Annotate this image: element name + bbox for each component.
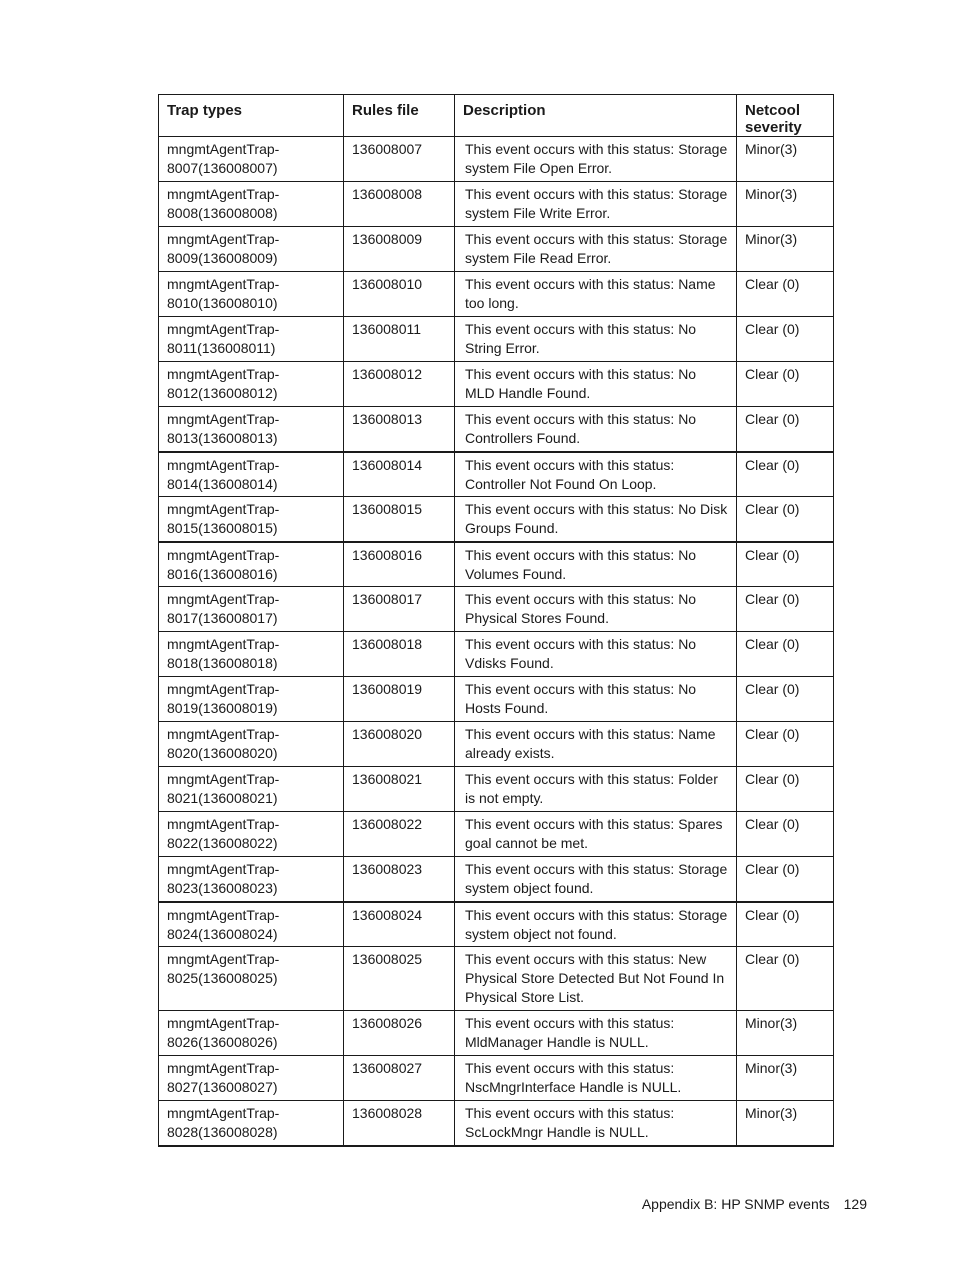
rules-file-cell: 136008022	[344, 812, 455, 857]
trap-type-cell	[159, 632, 344, 677]
rules-file-cell: 136008019	[344, 677, 455, 722]
trap-type-cell	[159, 857, 344, 902]
rules-file-cell: 136008012	[344, 362, 455, 407]
trap-type-id: 8024(136008024)	[167, 925, 278, 942]
table-row	[159, 722, 834, 767]
table-row	[159, 137, 834, 182]
trap-type-prefix: mngmtAgentTrap-	[167, 816, 280, 832]
trap-type-prefix: mngmtAgentTrap-	[167, 951, 280, 967]
description-cell: This event occurs with this status: Storage system object not found.	[455, 902, 737, 947]
trap-type-id: 8022(136008022)	[167, 835, 278, 851]
description-cell: This event occurs with this status: NscMngrInterface Handle is NULL.	[455, 1056, 737, 1101]
trap-type-cell	[159, 812, 344, 857]
severity-cell: Clear (0)	[737, 362, 834, 407]
severity-cell: Clear (0)	[737, 632, 834, 677]
table-row	[159, 407, 834, 452]
description-cell: This event occurs with this status: MldManager Handle is NULL.	[455, 1011, 737, 1056]
trap-type-id: 8011(136008011)	[167, 340, 276, 356]
description-cell: This event occurs with this status: No Vdisks Found.	[455, 632, 737, 677]
snmp-events-table	[158, 94, 834, 1147]
table-row	[159, 1011, 834, 1056]
description-cell: This event occurs with this status: Controller Not Found On Loop.	[455, 452, 737, 497]
page-footer	[642, 1195, 867, 1213]
rules-file-cell: 136008007	[344, 137, 455, 182]
description-cell: This event occurs with this status: No Disk Groups Found.	[455, 497, 737, 542]
description-cell: This event occurs with this status: No Volumes Found.	[455, 542, 737, 587]
severity-cell: Clear (0)	[737, 767, 834, 812]
trap-type-cell	[159, 227, 344, 272]
trap-type-prefix: mngmtAgentTrap-	[167, 771, 280, 787]
rules-file-cell: 136008026	[344, 1011, 455, 1056]
trap-type-id: 8021(136008021)	[167, 790, 278, 806]
description-cell: This event occurs with this status: Storage system File Read Error.	[455, 227, 737, 272]
rules-file-cell: 136008015	[344, 497, 455, 542]
table-row	[159, 632, 834, 677]
trap-type-id: 8013(136008013)	[167, 430, 278, 446]
page-number: 129	[843, 1196, 867, 1212]
trap-type-cell	[159, 497, 344, 542]
trap-type-prefix: mngmtAgentTrap-	[167, 681, 280, 697]
trap-type-prefix: mngmtAgentTrap-	[167, 1060, 280, 1076]
severity-cell: Clear (0)	[737, 407, 834, 452]
trap-type-cell	[159, 587, 344, 632]
trap-type-cell	[159, 182, 344, 227]
description-cell: This event occurs with this status: ScLockMngr Handle is NULL.	[455, 1101, 737, 1146]
table-row	[159, 947, 834, 1011]
description-cell: This event occurs with this status: No Physical Stores Found.	[455, 587, 737, 632]
table-row	[159, 1101, 834, 1146]
trap-type-cell	[159, 722, 344, 767]
trap-type-prefix: mngmtAgentTrap-	[167, 861, 280, 877]
rules-file-cell: 136008027	[344, 1056, 455, 1101]
severity-cell: Clear (0)	[737, 272, 834, 317]
trap-type-id: 8025(136008025)	[167, 970, 278, 986]
trap-type-cell	[159, 542, 344, 587]
severity-cell: Minor(3)	[737, 1056, 834, 1101]
trap-type-prefix: mngmtAgentTrap-	[167, 906, 280, 923]
severity-cell: Clear (0)	[737, 497, 834, 542]
rules-file-cell: 136008024	[344, 902, 455, 947]
trap-type-prefix: mngmtAgentTrap-	[167, 186, 280, 202]
trap-type-prefix: mngmtAgentTrap-	[167, 1105, 280, 1121]
trap-type-prefix: mngmtAgentTrap-	[167, 726, 280, 742]
trap-type-id: 8019(136008019)	[167, 700, 278, 716]
rules-file-cell: 136008011	[344, 317, 455, 362]
trap-type-prefix: mngmtAgentTrap-	[167, 456, 280, 473]
footer-section-title: Appendix B: HP SNMP events	[641, 1196, 830, 1212]
severity-cell: Clear (0)	[737, 587, 834, 632]
rules-file-cell: 136008016	[344, 542, 455, 587]
trap-type-prefix: mngmtAgentTrap-	[167, 141, 280, 157]
trap-type-cell	[159, 362, 344, 407]
trap-type-cell	[159, 1011, 344, 1056]
header-severity-line1: Netcool	[745, 102, 801, 119]
description-cell: This event occurs with this status: No String Error.	[455, 317, 737, 362]
table-row	[159, 902, 834, 947]
rules-file-cell: 136008025	[344, 947, 455, 1011]
table-row	[159, 677, 834, 722]
trap-type-cell	[159, 767, 344, 812]
rules-file-cell: 136008018	[344, 632, 455, 677]
description-cell: This event occurs with this status: No Controllers Found.	[455, 407, 737, 452]
trap-type-cell	[159, 272, 344, 317]
table-row	[159, 587, 834, 632]
trap-type-id: 8027(136008027)	[167, 1079, 278, 1095]
table-row	[159, 317, 834, 362]
trap-type-prefix: mngmtAgentTrap-	[167, 546, 280, 563]
rules-file-cell: 136008028	[344, 1101, 455, 1146]
rules-file-cell: 136008014	[344, 452, 455, 497]
severity-cell: Clear (0)	[737, 452, 834, 497]
trap-type-prefix: mngmtAgentTrap-	[167, 636, 280, 652]
severity-cell: Clear (0)	[737, 317, 834, 362]
description-cell: This event occurs with this status: Spares goal cannot be met.	[455, 812, 737, 857]
header-netcool-severity	[737, 95, 834, 137]
trap-type-id: 8010(136008010)	[167, 295, 278, 311]
trap-type-prefix: mngmtAgentTrap-	[167, 231, 280, 247]
table-row	[159, 227, 834, 272]
severity-cell: Clear (0)	[737, 812, 834, 857]
trap-type-id: 8020(136008020)	[167, 745, 278, 761]
rules-file-cell: 136008009	[344, 227, 455, 272]
description-cell: This event occurs with this status: No Hosts Found.	[455, 677, 737, 722]
rules-file-cell: 136008017	[344, 587, 455, 632]
trap-type-id: 8007(136008007)	[167, 160, 278, 176]
table-header-row	[159, 95, 834, 137]
trap-type-id: 8008(136008008)	[167, 205, 278, 221]
trap-type-cell	[159, 1056, 344, 1101]
table-row	[159, 497, 834, 542]
table-row	[159, 362, 834, 407]
trap-type-id: 8016(136008016)	[167, 565, 278, 582]
description-cell: This event occurs with this status: Folder is not empty.	[455, 767, 737, 812]
trap-type-id: 8012(136008012)	[167, 385, 278, 401]
trap-type-cell	[159, 677, 344, 722]
description-cell: This event occurs with this status: Storage system object found.	[455, 857, 737, 902]
header-severity-line2: severity	[745, 119, 802, 136]
rules-file-cell: 136008021	[344, 767, 455, 812]
severity-cell: Minor(3)	[737, 137, 834, 182]
trap-type-cell	[159, 317, 344, 362]
table-row	[159, 182, 834, 227]
table-row	[159, 812, 834, 857]
table-row	[159, 857, 834, 902]
table-row	[159, 452, 834, 497]
rules-file-cell: 136008013	[344, 407, 455, 452]
rules-file-cell: 136008023	[344, 857, 455, 902]
trap-type-id: 8017(136008017)	[167, 610, 278, 626]
description-cell: This event occurs with this status: Name already exists.	[455, 722, 737, 767]
trap-type-cell	[159, 1101, 344, 1146]
trap-type-id: 8023(136008023)	[167, 880, 278, 896]
trap-type-id: 8014(136008014)	[167, 475, 278, 492]
trap-type-prefix: mngmtAgentTrap-	[167, 276, 280, 292]
rules-file-cell: 136008010	[344, 272, 455, 317]
trap-type-prefix: mngmtAgentTrap-	[167, 366, 280, 382]
trap-type-prefix: mngmtAgentTrap-	[167, 321, 280, 337]
severity-cell: Minor(3)	[737, 182, 834, 227]
header-rules-file: Rules file	[344, 95, 455, 137]
description-cell: This event occurs with this status: Storage system File Write Error.	[455, 182, 737, 227]
table-row	[159, 272, 834, 317]
table-row	[159, 542, 834, 587]
trap-type-cell	[159, 902, 344, 947]
table-row	[159, 1056, 834, 1101]
severity-cell: Minor(3)	[737, 227, 834, 272]
trap-type-prefix: mngmtAgentTrap-	[167, 501, 280, 517]
trap-type-cell	[159, 407, 344, 452]
rules-file-cell: 136008020	[344, 722, 455, 767]
severity-cell: Minor(3)	[737, 1101, 834, 1146]
trap-type-cell	[159, 452, 344, 497]
trap-type-id: 8018(136008018)	[167, 655, 278, 671]
trap-type-id: 8028(136008028)	[167, 1124, 278, 1140]
severity-cell: Clear (0)	[737, 857, 834, 902]
severity-cell: Clear (0)	[737, 677, 834, 722]
trap-type-prefix: mngmtAgentTrap-	[167, 591, 280, 607]
trap-type-id: 8009(136008009)	[167, 250, 278, 266]
severity-cell: Clear (0)	[737, 722, 834, 767]
table-body	[159, 137, 834, 1146]
trap-type-id: 8015(136008015)	[167, 520, 278, 536]
header-trap-types: Trap types	[159, 95, 344, 137]
description-cell: This event occurs with this status: Storage system File Open Error.	[455, 137, 737, 182]
trap-type-cell	[159, 947, 344, 1011]
description-cell: This event occurs with this status: New Physical Store Detected But Not Found In Physical Store List.	[455, 947, 737, 1011]
trap-type-prefix: mngmtAgentTrap-	[167, 411, 280, 427]
rules-file-cell: 136008008	[344, 182, 455, 227]
trap-type-id: 8026(136008026)	[167, 1034, 278, 1050]
trap-type-prefix: mngmtAgentTrap-	[167, 1015, 280, 1031]
description-cell: This event occurs with this status: No MLD Handle Found.	[455, 362, 737, 407]
table-row	[159, 767, 834, 812]
header-description: Description	[455, 95, 737, 137]
trap-type-cell	[159, 137, 344, 182]
description-cell: This event occurs with this status: Name too long.	[455, 272, 737, 317]
severity-cell: Clear (0)	[737, 902, 834, 947]
severity-cell: Minor(3)	[737, 1011, 834, 1056]
severity-cell: Clear (0)	[737, 947, 834, 1011]
severity-cell: Clear (0)	[737, 542, 834, 587]
